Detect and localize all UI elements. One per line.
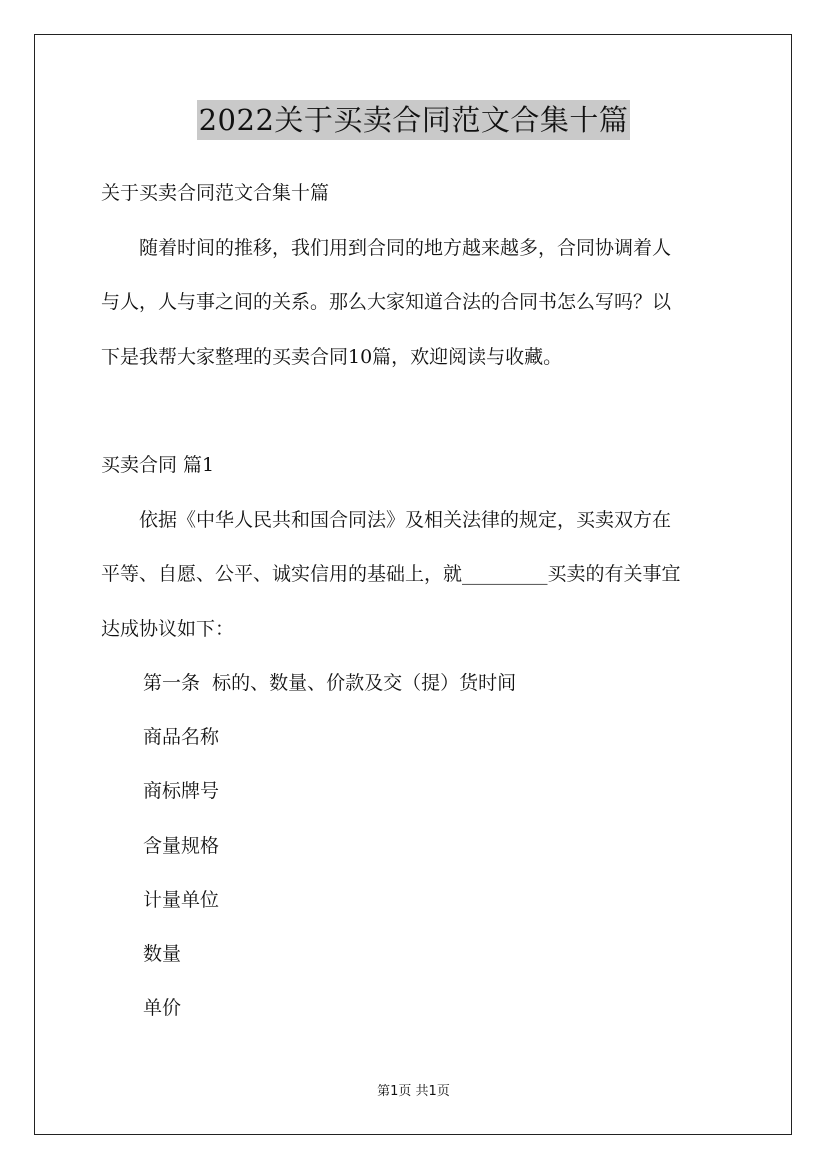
clause-title: 第一条 标的、数量、价款及交（提）货时间 (143, 672, 517, 694)
section-line-2: 平等、自愿、公平、诚实信用的基础上，就_________买卖的有关事宜 (101, 563, 681, 585)
item-product-name: 商品名称 (143, 726, 220, 748)
item-quantity: 数量 (143, 943, 182, 965)
intro-line-3: 下是我帮大家整理的买卖合同10篇，欢迎阅读与收藏。 (101, 346, 563, 368)
page-footer: 第1页 共1页 (377, 1084, 450, 1099)
document-title: 2022关于买卖合同范文合集十篇 (197, 100, 631, 140)
intro-line-1: 随着时间的推移，我们用到合同的地方越来越多，合同协调着人 (101, 237, 672, 259)
item-content-spec: 含量规格 (143, 835, 220, 857)
intro-line-2: 与人，人与事之间的关系。那么大家知道合法的合同书怎么写吗？以 (101, 291, 672, 313)
section-line-1: 依据《中华人民共和国合同法》及相关法律的规定，买卖双方在 (101, 509, 672, 531)
document-subtitle: 关于买卖合同范文合集十篇 (101, 182, 330, 204)
section-heading: 买卖合同 篇1 (101, 454, 215, 476)
section-line-3: 达成协议如下： (101, 618, 235, 640)
item-brand-number: 商标牌号 (143, 780, 220, 802)
item-unit: 计量单位 (143, 889, 220, 911)
item-unit-price: 单价 (143, 997, 182, 1019)
title-wrapper (0, 100, 827, 140)
